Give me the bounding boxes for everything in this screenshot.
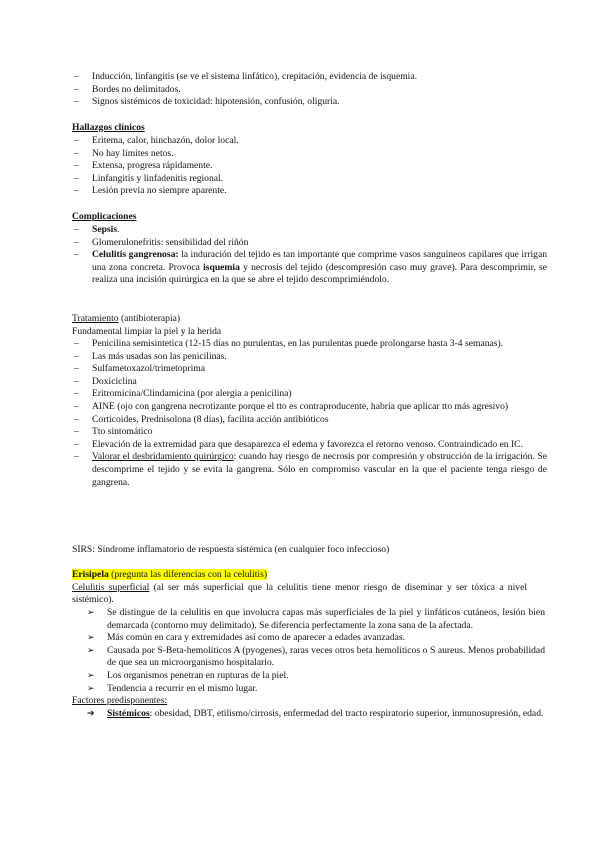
complicaciones-list-section: [0, 224, 600, 287]
list-item: – Extensa, progresa rápidamente.: [72, 160, 547, 173]
desbridamiento-text: : cuando hay riesgo de necrosis por compresión y obstrucción de la irrigación. Se descomprime el tejido y se evita la gangrena. Sólo en compromiso vascular en la que el paciente tenga riesgo de gangrena.: [92, 451, 547, 488]
sistemicos-text: : obesidad, DBT, etilismo/cirrosis, enfermedad del tracto respiratorio superior, inmunosupresión, edad.: [149, 708, 544, 719]
erisipela-list: [0, 607, 600, 695]
list-item: [72, 249, 547, 287]
list-item: – Elevación de la extremidad para que desaparezca el edema y favorezca el retorno venoso. Contraindicado en IC.: [72, 439, 547, 452]
list-item: [72, 224, 547, 237]
factores-heading: Factores predisponentes:: [72, 695, 168, 706]
list-item: – Eritromicina/Clindamicina (por alergia a penicilina): [72, 388, 547, 401]
list-item: – Las más usadas son las penicilinas.: [72, 351, 547, 364]
list-item: – Tto sintomático: [72, 426, 547, 439]
list-item: – Eritema, calor, hinchazón, dolor local.: [72, 135, 547, 148]
sirs-section: [72, 544, 527, 557]
list-item: – Linfangitis y linfadenitis regional.: [72, 173, 547, 186]
erisipela-highlight: [72, 569, 267, 580]
factores-section: [72, 695, 527, 708]
celulitis-superficial-label: Celulitis superficial: [72, 581, 150, 593]
list-item: – Inducción, linfangitis (se ve el sistema linfático), crepitación, evidencia de isquemia.: [72, 71, 547, 84]
list-item: [72, 451, 547, 489]
erisipela-section: [72, 569, 527, 607]
list-item: – Corticoides, Prednisolona (8 días), facilita acción antibióticos: [72, 414, 547, 427]
tratamiento-list: [0, 338, 600, 489]
erisipela-title: Erisipela: [72, 569, 109, 580]
erisipela-intro: [72, 582, 527, 607]
list-item: ➢ Tendencia a recurrir en el mismo lugar.: [87, 683, 545, 696]
hallazgos-section: [72, 122, 527, 135]
sepsis-label: Sepsis: [92, 224, 118, 235]
list-item: – Bordes no delimitados.: [72, 84, 547, 97]
list-item: ➢ Se distingue de la celulitis en que involucra capas más superficiales de la piel y linfáticos cutáneos, lesión bien demarcada (contorno muy delimitado). Se diferencia perfectamente la zona sana de la afectada.: [87, 607, 545, 632]
isquemia-label: isquemia: [203, 261, 240, 273]
list-item: ➢ Causada por S-Beta-hemolíticos A (pyogenes), raras veces otros beta hemolíticos o S aureus. Menos probabilidad de que sea un microorganismo hospitalario.: [87, 645, 545, 670]
sistemicos-label: Sistémicos: [107, 708, 150, 719]
list-item: – AINE (ojo con gangrena necrotizante porque el tto es contraproducente, habría que aplicar tto más agresivo): [72, 401, 547, 414]
intro-list-section: [0, 71, 600, 109]
tratamiento-list-section: [0, 338, 600, 489]
list-item: – No hay límites netos.: [72, 148, 547, 161]
tratamiento-heading-label: Tratamiento: [72, 313, 119, 324]
hallazgos-list-section: [0, 135, 600, 198]
factores-list: [0, 708, 600, 721]
list-item: [87, 708, 545, 721]
erisipela-intro-text: (al ser más superficial que la celulitis tiene menor riesgo de diseminar y ser tóxica a nivel sistémico).: [72, 581, 527, 606]
celulitis-text-2: y necrosis del tejido (descompresión caso muy grave). Para descomprimir, se realiza una incisión quirúrgica en la que se abre el tejido descomprimiéndolo.: [92, 261, 547, 286]
sirs-text: SIRS: Síndrome inflamatorio de respuesta sistémica (en cualquier foco infeccioso): [72, 544, 390, 555]
erisipela-list-section: [0, 607, 600, 695]
sepsis-dot: .: [117, 224, 120, 235]
list-item: – Glomerulonefritis: sensibilidad del riñón: [72, 237, 547, 250]
factores-list-section: [0, 708, 600, 721]
list-item: ➢ Más común en cara y extremidades así como de aparecer a edades avanzadas.: [87, 632, 545, 645]
list-item: – Signos sistémicos de toxicidad: hipotensión, confusión, oliguria.: [72, 96, 547, 109]
hallazgos-list: [0, 135, 600, 198]
list-item: – Sulfametoxazol/trimetoprima: [72, 363, 547, 376]
list-item: – Penicilina semisintetica (12-15 días no purulentas, en las purulentas puede prolongarse hasta 3-4 semanas).: [72, 338, 547, 351]
complicaciones-list: [0, 224, 600, 287]
tratamiento-section: [72, 313, 527, 338]
tratamiento-subtitle: Fundamental limpiar la piel y la herida: [72, 325, 222, 337]
celulitis-gangrenosa-label: Celulitis gangrenosa:: [92, 249, 179, 261]
list-item: – Doxiciclina: [72, 376, 547, 389]
complicaciones-heading: Complicaciones: [72, 211, 137, 222]
desbridamiento-label: Valorar el desbridamiento quirúrgico: [92, 451, 234, 463]
tratamiento-heading-suffix: (antibioterapia): [118, 313, 181, 324]
celulitis-text-1: la induración del tejido es tan importante que comprime vasos sanguíneos capilares que irrigan una zona concreta. Provoca: [92, 249, 547, 273]
list-item: – Lesión previa no siempre aparente.: [72, 185, 547, 198]
tratamiento-heading: [72, 313, 527, 326]
hallazgos-heading: Hallazgos clínicos: [72, 122, 145, 133]
intro-list: [0, 71, 600, 109]
erisipela-title-note: (pregunta las diferencias con la celulitis): [108, 569, 268, 580]
complicaciones-section: [72, 211, 527, 224]
list-item: ➢ Los organismos penetran en rupturas de la piel.: [87, 670, 545, 683]
erisipela-heading: [72, 569, 527, 582]
